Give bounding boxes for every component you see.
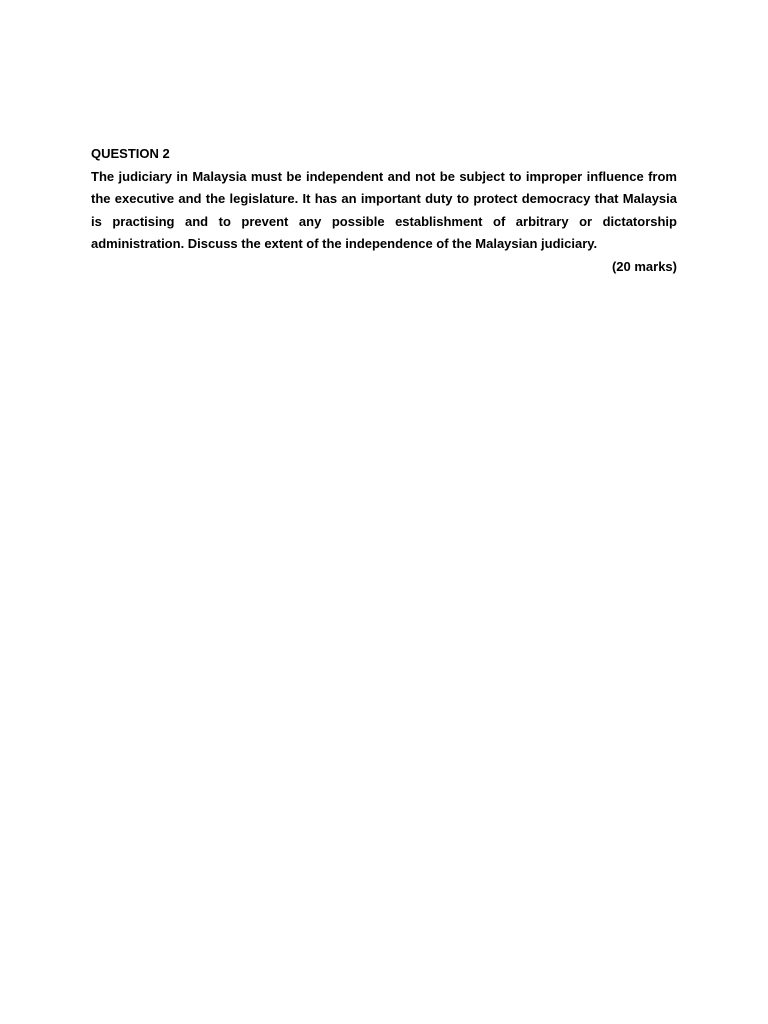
- question-block: [91, 143, 677, 278]
- question-text: The judiciary in Malaysia must be independent and not be subject to improper influence from the executive and the legislature. It has an important duty to protect democracy that Malaysia is practising and to prevent any possible establishment of arbitrary or dictatorship administration. Discuss the extent of the independence of the Malaysian judiciary.: [91, 168, 677, 251]
- marks-label: (20 marks): [611, 258, 677, 274]
- question-heading: QUESTION 2: [91, 146, 170, 161]
